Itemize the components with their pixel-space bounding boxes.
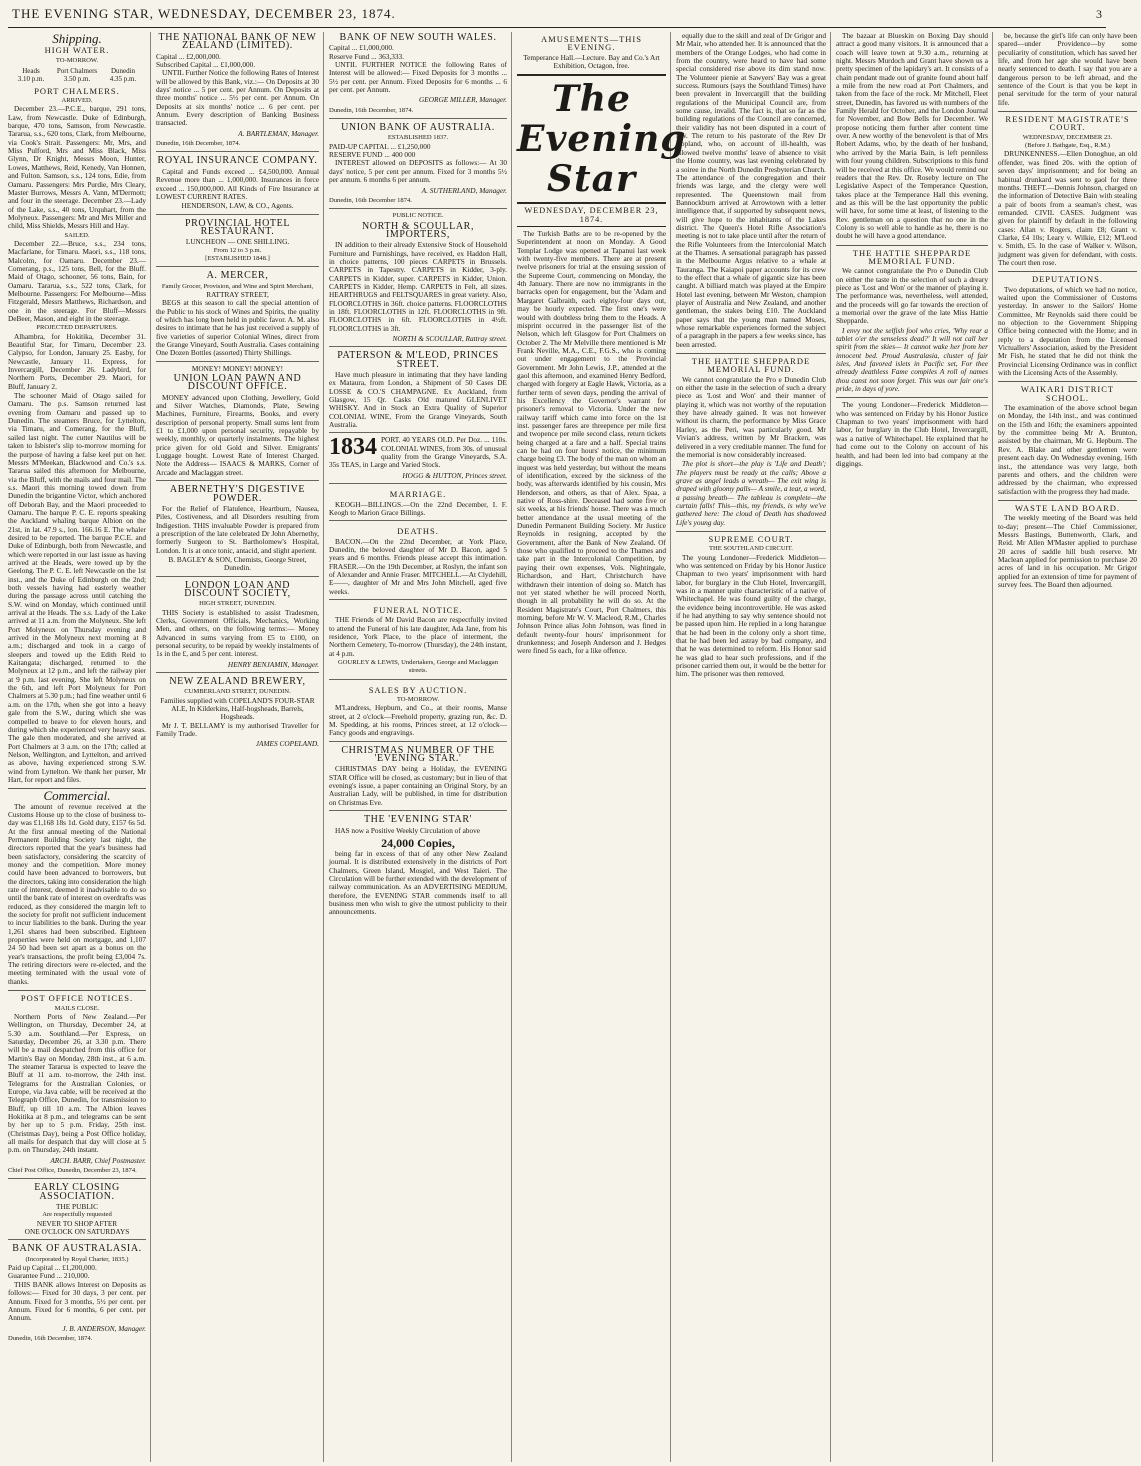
early-closing-line-1: THE PUBLIC — [56, 1202, 98, 1212]
christmas-number-heading: CHRISTMAS NUMBER OF THE 'EVENING STAR.' — [341, 744, 495, 765]
union-bank-heading: UNION BANK OF AUSTRALIA. — [341, 122, 495, 134]
nz-brewery-heading: NEW ZEALAND BREWERY, — [169, 676, 306, 688]
deaths-text: BACON.—On the 22nd December, at York Place, Dunedin, the beloved daughter of Mr D. Bacon, aged 5 years and 6 months. Friends please accept this intimation. FRASER.—On the 19th December, at Roslyn, the infant son of Alexander and Annie Fraser. MITCHELL.—At Clydehill, E——, daughter of Mr and Mrs John Mitchell, aged five weeks. — [329, 536, 507, 596]
funeral-signature: GOURLEY & LEWIS, Undertakers, George and Maclaggan streets. — [337, 659, 499, 675]
post-office-text: Northern Ports of New Zealand.—Per Wellington, on Thursday, December 24, at 5.30 a.m. Southland.—Per Express, on Saturday, December 26, at 3.30 p.m. There will be a mail despatched from this office for Martin's Bay on Monday, 28th inst., at 6 a.m. The steamer Tararua is expected to leave the Bluff at 11 a.m. to-morrow, the 24th inst. Telegrams for the Australian Colonies, or Europe, via Java cable, will be received at the Telegraph Office, Dunedin, for transmission to Bluff, up till 10 a.m. The Albion leaves Hokitika at 8 p.m., and telegrams can be sent by her up to 5 p.m. Friday, 25th inst. (Christmas Day), being a Post Office holiday, all mails for despatch that day will close at 5 p.m. on Thursday, 24th instant. — [8, 1011, 146, 1155]
amusements-text: Temperance Hall.—Lecture. Bay and Co.'s Art Exhibition, Octagon, free. — [523, 52, 660, 71]
hattie-shepparde-text-2: We cannot congratulate the Pro e Dunedin Club on either the taste in the selection of such a dreary piece as 'Lost and Won' or the manner of playing it. The performance was, nevertheless, well attended, and the proceeds will go far towards the erection of a memorial over the grave of the late Miss Hattie Shepparde. — [836, 266, 988, 326]
auction-heading: SALES BY AUCTION. — [368, 684, 468, 695]
nsw-bank-signature: GEORGE MILLER, Manager. — [419, 95, 507, 105]
marriage-text: KEOGH—BILLINGS.—On the 22nd December, I. F. Keogh to Marion Grace Billings. — [329, 499, 507, 517]
funeral-notice — [329, 599, 507, 676]
supreme-court-sub: THE SOUTHLAND CIRCUIT. — [709, 545, 793, 553]
north-scoullar-ad — [329, 208, 507, 343]
nz-brewery-note: Mr J. T. BELLAMY is my authorised Traveller for Family Trade. — [156, 720, 319, 739]
royal-insurance-signature: HENDERSON, LAW, & CO., Agents. — [181, 201, 294, 211]
mercer-text: BEGS at this season to call the special attention of the Public to his stock of Wines and Spirits, the quality of which has long been held in public favor. A. M. also desires to intimate that he has just received a supply of five varieties of superior Colonial Wines, direct from the Grange Vineyard, South Australia. Cases containing One Dozen Bottles (assorted) Thirty Shillings. — [156, 298, 319, 358]
running-head — [8, 6, 1106, 28]
national-bank-date: Dunedin, 16th December, 1874. — [156, 140, 241, 148]
arrived-label: ARRIVED. — [61, 97, 93, 105]
waikari-school-text: The examination of the above school began on Monday, the 14th inst., and was continued on the 15th and 16th; the examiners appointed by the committee being Mr A. Brunton, assisted by the chairman, Mr G. Hepburn. The Rev. A. Blake and other gentlemen were present each day. On Wednesday evening, 16th inst., the attendance was very large, both parents and others, and the children were addressed by the chairman, who expressed satisfaction with the progress they had made. — [998, 403, 1137, 496]
column-3 — [329, 32, 512, 1462]
editorial-dateline: WEDNESDAY, DECEMBER 23, 1874. — [517, 207, 666, 227]
column-1 — [8, 32, 151, 1462]
high-water-table — [8, 67, 146, 84]
divider — [998, 271, 1137, 272]
hw-col-port: Port Chalmers — [56, 67, 98, 76]
provincial-hotel-ad — [156, 214, 319, 264]
provincial-hotel-hours: From 12 to 3 p.m. — [213, 246, 262, 254]
bank-australasia-signature: J. B. ANDERSON, Manager. — [62, 1323, 146, 1333]
union-loan-ad — [156, 361, 319, 477]
high-water-heading: HIGH WATER. — [44, 45, 110, 56]
hogg-hutton-signature: HOGG & HUTTON, Princes street. — [402, 470, 507, 480]
abernethy-text: For the Relief of Flatulence, Heartburn, Nausea, Piles, Costiveness, and all Disorders resulting from Indigestion. THIS invaluable Powder is prepared from a prescription of the late celebrated Dr John Abernethy, formerly Surgeon to St. Bartholomew's Hospital, London. It is at once tonic, antacid, and slight aperient. — [156, 503, 319, 555]
column-2 — [156, 32, 324, 1462]
marriage-heading: MARRIAGE. — [389, 489, 447, 500]
paterson-mleod-heading: PATERSON & M'LEOD, PRINCES STREET. — [337, 350, 499, 370]
bank-australasia-date: Dunedin, 16th December, 1874. — [8, 1334, 93, 1342]
high-water-sub: TO-MORROW. — [55, 56, 99, 64]
bank-australasia-heading: BANK OF AUSTRALASIA. — [12, 1243, 142, 1255]
london-loan-signature: HENRY BENJAMIN, Manager. — [227, 659, 319, 669]
evening-star-circulation-text-2: being far in excess of that of any other New Zealand journal. It is distributed extensively in the districts of Port Chalmers, Green Island, Mosgiel, and West Taieri. The Circulation will be further extended with the development of railway communication. As an ADVERTISING MEDIUM, therefore, the EVENING STAR commends itself to all business men who wish to give the utmost publicity to their announcements. — [329, 848, 507, 917]
national-bank-text: UNTIL Further Notice the following Rates of Interest will be allowed by this Bank, viz.:— On Deposits at 30 days' notice ... 5 per cent. per Annum. On Deposits at three months' notice ... 5½ per cent. per Annum. On Deposits at six months' notice ... 6 per cent. per Annum. Every description of Banking Business transacted. — [156, 68, 319, 128]
magistrates-court-date: WEDNESDAY, DECEMBER 23. — [1022, 133, 1113, 141]
bank-guarantee-row: Guarantee Fund ... 210,000. — [8, 1271, 90, 1281]
editorial-body: The Turkish Baths are to be re-opened by the Superintendent at noon on Monday. A Good Templar Lodge was opened at Tapanui last week with twenty-five members. There are at present twelve prisoners for trial at the ensuing session of the Supreme Court, commencing on Monday, the 4th January. There are now no immigrants in the barracks open for engagement, but the 'Adam and Margaret Galbraith, each eighty-four days out, may be hourly expected. The first one's were would with doubtless bring them to the Heads. A misprint occurred in the passenger list of the Nelson, which left Glasgow for Port Chalmers on October 2. The Mr Melville there mentioned is Mr Frank Neville, M.A., C.E., F.G.S., who is coming out under engagement to the Provincial Government. Mr John Lewis, J.P., attended at the gaol this afternoon, and examined Henry Bedford, charged with forgery at Eagle Hawk, Victoria, as a further term of seven days, pending the arrival of his Excellency the Governor's warrant for prisoner's removal to Victoria. Under the new railway tariff which came into force on the 1st inst. passenger fares are threepence per mile first and twopence per mile second class, return tickets being charged at a fare and a half. Special trains can be had on four hours' notice, the minimum charge being £3. The body of the man on whom an inquest was held yesterday, but without the means of identification, exceed by the sickness of the body, was afterwards identified by his cousin, Mrs Henderson, and others, as that of Alex. Spaa, a native of Ross-shire. Deceased had some five or six weeks, at his friends' house. There was a much better attendance at the usual meeting of the Dunedin Permanent Building Society. Mr Justice Reynolds in resigning, accepted by the Government, after the Bank of New Zealand. Of those who qualified to proceed to the Thames and take part in the Intercolonial Competition, by paying their own expenses, Vols. Nightingale, Richardson, and Hart, Christchurch have withdrawn their intention of doing so. Match has not yet stated whether he will proceed North, though in all probability he will do so. At the Resident Magistrate's Court, Port Chalmers, this morning, before Mr W. V. Macleod, R.M., Charles Johnson Prince alias John Johnson, was fined in default twenty-four hours' imprisonment for drunkenness; and Joseph Anderson and J. Hedges were fined 5s each, for a like offence. — [517, 229, 666, 656]
nsw-bank-reserve: Reserve Fund ... 363,333. — [329, 51, 404, 61]
union-bank-date: Dunedin, 16th December 1874. — [329, 196, 412, 204]
divider — [676, 353, 826, 354]
divider — [836, 245, 988, 246]
early-closing-heading: EARLY CLOSING ASSOCIATION. — [34, 1182, 120, 1202]
court-continued-body: be, because the girl's life can only have been spared—under Providence—by some peculiarity of constitution, which has saved her life, and from her age she would have been nearly sentenced to death. I say that you are a dangerous person to be left abroad, and the sentence of the Court is that you be kept in penal servitude for the term of your natural life. — [998, 31, 1137, 107]
editorial-masthead — [517, 74, 687, 204]
funeral-heading: FUNERAL NOTICE. — [373, 604, 463, 615]
early-closing-line-4: ONE O'CLOCK ON SATURDAYS — [24, 1227, 130, 1237]
nsw-bank-capital: Capital ... £1,000,000. — [329, 43, 394, 53]
hw-time-heads: 3.10 p.m. — [17, 75, 45, 84]
divider — [676, 531, 826, 532]
commercial-heading: Commercial. — [43, 788, 111, 804]
union-bank-capital: PAID-UP CAPITAL ... £1,250,000 — [329, 141, 431, 151]
mercer-ad — [156, 266, 319, 357]
column-4 — [517, 32, 687, 1462]
early-closing-line-3: NEVER TO SHOP AFTER — [36, 1218, 118, 1228]
memorial-poem: The plot is short—the play is 'Life and Death'; The players must be ready at the calls; Above a grave as angel leads a wreath— The exit wing is draped with gloomy palls— A smile, a tear, a word, a passing breath— The tableau is complete—the curtain falls! This—this, my friends, is why we've gathered here: The cloud of Death has shadowed Life's young day. — [676, 459, 826, 527]
north-scoullar-heading: NORTH & SCOULLAR, IMPORTERS, — [361, 220, 475, 240]
columns — [8, 31, 1137, 1462]
divider — [998, 111, 1137, 112]
column-5 — [676, 32, 831, 1462]
hattie-shepparde-heading-2: THE HATTIE SHEPPARDE MEMORIAL FUND. — [852, 247, 972, 266]
deaths-notice — [329, 520, 507, 596]
post-office-date: Chief Post Office, Dunedin, December 23, 1874. — [8, 1167, 137, 1175]
mercer-sub: Family Grocer, Provision, and Wine and Spirit Merchant, — [161, 282, 314, 290]
paterson-mleod-ad — [329, 346, 507, 429]
memorial-poem-2: I envy not the selfish fool who cries, 'Why rear a tablet o'er the senseless dead?' It will not call her spirit from the skies— It cannot wake her from her innocent bed. Proud Australasia, cluster of fair isles, And favored islets in Pacific set, For thee already deathless Fame compiles A roll of names thou canst not soon forget. This was our fair one's pride, in days of yore. — [836, 325, 988, 394]
hattie-shepparde-heading: THE HATTIE SHEPPARDE MEMORIAL FUND. — [691, 356, 811, 375]
divider — [836, 397, 988, 398]
provincial-hotel-heading: PROVINCIAL HOTEL RESTAURANT. — [184, 217, 291, 237]
post-office-heading: POST OFFICE NOTICES. — [20, 993, 134, 1004]
abernethy-signature: B. BAGLEY & SON, Chemists, George Street, Dunedin. — [168, 554, 307, 573]
projected-label: PROJECTED DEPARTURES. — [36, 324, 118, 332]
london-loan-text: THIS Society is established to assist Tradesmen, Clerks, Government Officials, Mechanics, Working Men, and others, on the following terms:— Money Advanced in sums varying from £5 to £100, on personal security, to be repaid by weekly instalments of 1s in the £, and 5 per cent. interest. — [156, 607, 319, 659]
national-bank-signature: A. BARTLEMAN, Manager. — [238, 128, 319, 138]
north-scoullar-text: IN addition to their already Extensive Stock of Household Furniture and Furnishings, have received, ex Haddon Hall, in choice patterns, 100 pieces CARPETS in Brussels. CARPETS in Tapestry. CARPETS in Kidder, 3-ply. CARPETS in Kidder, super. CARPETS in Kidder, Union. CARPETS in Kidder, Hemp. CARPETS in Felt, all sizes. HEARTHRUGS and FELTSQUARES in great variety. Also, FLOORCLOTHS in 36ft. choice patterns. FLOORCLOTHS in 18ft. FLOORCLOTHS in 12ft. FLOORCLOTHS in 9ft. FLOORCLOTHS in 6ft. FLOORCLOTHS in 4½ft. FLOORCLOTHS in 3ft. — [329, 240, 507, 333]
shipping-heading: Shipping. — [52, 31, 102, 46]
waste-land-board-text: The weekly meeting of the Board was held to-day; present—The Chief Commissioner, Messrs Bastings, Buttenworth, Clark, and Reid. Mr Allen M'Master applied to purchase 20 acres of saddle hill bush reserve. Mr Maclean applied for permission to purchase 20 acres of land in his occupation. Mr Grigor applied for an extension of time for payment of survey fees. The Board then adjourned. — [998, 513, 1137, 589]
royal-insurance-ad — [156, 151, 319, 210]
bank-capital-row: Paid up Capital ... £1,200,000. — [8, 1263, 97, 1273]
marriage-notice — [329, 483, 507, 517]
auction-text: M'Landress, Hepburn, and Co., at their rooms, Manse street, at 2 o'clock—Freehold property, grazing run, &c. D. M. Spedding, at his rooms, Princes street, at 12 o'clock—Fancy goods and engravings. — [329, 703, 507, 738]
magistrates-court-before: (Before J. Bathgate, Esq., R.M.) — [1025, 142, 1110, 150]
abernethy-ad — [156, 480, 319, 572]
mercer-heading: A. MERCER, — [206, 270, 269, 282]
supreme-court-heading: SUPREME COURT. — [708, 533, 794, 544]
supreme-court-text-2: The young Londoner—Frederick Middleton—who was sentenced on Friday by his Honor Justice Chapman to two years' imprisonment with hard labor, for burglary in the Club Hotel, Invercargill, was a native of Whitechapel. He explained that he had come out to the Colony on account of his health, and had been led into bad company at the diggings. — [836, 400, 988, 468]
nz-brewery-sub: CUMBERLAND STREET, DUNEDIN. — [184, 688, 291, 696]
union-loan-text: MONEY advanced upon Clothing, Jewellery, Gold and Silver Watches, Diamonds, Plate, Sewing Machines, Furniture, Firearms, Books, and every description of personal property. Small sums lent from £1 to £1,000 upon personal security, repayable by weekly, monthly, or quarterly instalments. The highest price given for old Gold and Silver. Emigrants' Luggage bought. Lowest Rate of Interest Charged. Note the Address— ISAACS & MARKS, Corner of Arcade and Maclaggan street. — [156, 392, 319, 477]
shipping-news: The schooner Maid of Otago sailed for Oamaru. The p.s. Samson returned last evening from Oamaru and passed up to Dunedin. The steamers Bruce, for Lyttelton, via Timaru, and Comerang, for the Bluff, sailed last night. The cutter Nautilus will be taken to Isbister's slip to-morrow morning for the purpose of having a false keel put on her. Messrs M'Meekan, Blackwood and Co.'s s.s. Tararua sailed this afternoon for Melbourne, via the Bluff, with the mails and four mail. The s.s. Maori this morning towed down from Dunedin the brigantine Victor, which anchored off Deborah Bay, and the Maori proceeded to Oamaru. The barque P. C. E. reports speaking the Auckland whaling barque Albion on the 21st, in lat. 47.9 s., lon. 166.16 E. The whaler desired to be reported. The barque P.C.E. and Duke of Edinburgh, both from Newcastle, and which were reported in our last issue as having arrived at the Heads, were towed up by the Geelong. The P. C. E. left Newcastle on the 1st inst., and the Duke of Edinburgh on the 2nd; both vessels having had easterly weather during the passage across until catching the S.W. wind on Monday, which continued until arrival at the Heads. The s.s. Lady of the Lake arrived at 11 a.m. from the Molyneux. She left Port Molyneux on Thursday evening and arrived in the Molyneux next morning at 8 a.m.; discharged and took in a cargo of sleepers and towed up the Edith Reid to Kaitangata; discharged, returned to the Molyneux at 12 p.m., and left the railway pier at 9 p.m. last evening. She left Molyneux on the 6th, and left Port Molyneux for Port Chalmers at 5.30 p.m.; had fine weather until 6 a.m. on the 17th, when she got into a heavy gale from the S.W., during which she was compelled to heave to for eleven hours, and during which she experienced very heavy seas. The gale then moderated, and she arrived at Port Chalmers at 3 a.m. on the 17th; called at Nelson, Wellington, and Lyttelton, and arrived as above, having experienced strong S.W. wind from Lyttelton. We thank her purser, Mr Hart, for report and files. — [8, 391, 146, 784]
evening-star-circulation-ad — [329, 810, 507, 916]
bank-australasia-ad — [8, 1239, 146, 1343]
national-bank-capital: Capital ... £2,000,000. — [156, 51, 221, 61]
sailed-label: SAILED. — [64, 231, 90, 239]
waikari-school-heading: WAIKARI DISTRICT SCHOOL. — [1020, 384, 1115, 403]
london-loan-heading: LONDON LOAN AND DISCOUNT SOCIETY, — [184, 579, 291, 599]
money-heading: MONEY! MONEY! MONEY! — [191, 363, 284, 373]
national-bank-subscribed: Subscribed Capital ... £1,000,000. — [156, 60, 256, 70]
column-7 — [998, 32, 1141, 1462]
nz-brewery-ad — [156, 672, 319, 749]
auction-notice — [329, 679, 507, 738]
divider — [8, 990, 146, 991]
bank-australasia-text: THIS BANK allows Interest on Deposits as follows:— Fixed for 30 days, 3 per cent. per Annum. Fixed for 3 months, 5½ per cent. per Annum. Fixed for 6 months, 6 per cent. per Annum. — [8, 1279, 146, 1323]
hogg-hutton-text: PORT. 40 YEARS OLD. Per Doz. ... 110s. COLONIAL WINES, from 30s. of unusual quality from the Grange Vineyards, S.A. 35s TEAS, in Large and Varied Stock. — [329, 435, 507, 470]
news-body: equally due to the skill and zeal of Dr Grigor and Mr Mair, who attended her. It is announced that the members of the Orange Lodges, who had come in from the country, were heard to have had some special considered rise above its dim stand now. The Volunteer pienie at Sawyers' Bay was a great success. Rumours (says the Southland Times) have been prevalent in Invercargill that the building regulations of the Municipal Council are, from some cause, invalid. The fact is, that so far as the building regulations of the Council are concerned, their validity has not been disputed in a court of law. The return to his pastorate of the Rev Dr Copland, who, on account of ill-health, was allowed twelve months' leave of absence to visit the Home country, was last evening celebrated by a soiree in the North Dunedin Presbyterian Church. The attendance of the congregation and their friends was large, and the clergy were well represented. The Queenstown mail from Bannockburn arrived at Arrowtown with a letter intelligence that, if supported by subsequent news, will give hope to the inhabitants of the Lakes district. The Queen's Hotel Rifle Association's meeting is not to take place until after the return of the Rifle Volunteers from the Intercolonial Match at the Thames. A sensational paragraph has passed in the Melbourne Argus relative to a whale at Tauranga. The Kaiapoi paper accounts for its crew to the effect that a whale of gigantic size has been caught. A billiard match was played at the Empire Hotel last evening, between Mr Weston, champion player of Australia and New Zealand, and another gentleman, the stakes being £10. The Auckland paper says that the young man named Moses, whose remarkable experiences formed the subject of a paragraph in the papers a few weeks since, has been arrested. — [676, 31, 826, 349]
arrivals-text: December 23.—P.C.E., barque, 291 tons, Law, from Newcastle. Duke of Edinburgh, barque, 470 tons, Samson, from Newcastle. Tararua, s.s., 620 tons, Clark, from Melbourne, via Cook's Strait. Passengers: Mr, Mrs, and Miss Pulford, Mrs and Miss Black, Miss Glynn, Dr Knight, Messrs Moon, Hunter, Lowes, Matthews, Reid, Kenedy, Van Honnen, and Fulton. Samson, s.s., 124 tons, Edie, from Oamaru. Passengers: Mrs Purdie, Mrs Cleary, Master Burrows, Messrs A. Vann, M'Dermott; and four in the steerage. December 23.—Lady of the Lake, s.s., 40 tons, Urquhart, from the Molyneux. Passengers: Mr and Mrs Miller and child, Miss Shields, Messrs Hill and Hay. — [8, 104, 146, 231]
union-bank-reserve: RESERVE FUND ... 400 000 — [329, 150, 416, 160]
port-year: 1834 — [329, 434, 377, 461]
hattie-shepparde-text: We cannot congratulate the Pro e Dunedin Club on either the taste in the selection of such a dreary piece as 'Lost and Won' and their manner of playing it, which was not worthy of the reputation they have already gained. It was not however without its charm, the performance by Miss Grace Harley, as the Peri, was particularly good. Mr Vivian's address, written by Mr Bracken, was delivered in a very creditable manner. The fund for the memorial is now considerably increased. — [676, 374, 826, 459]
sailings-text: December 22.—Bruce, s.s., 234 tons, Macfarlane, for Timaru. Maori, s.s., 118 tons, Malcolm, for Oamaru. December 23.—Comerang, p.s., 125 tons, Bell, for the Bluff. Maid of Otago, schooner, 56 tons, Bain, for Oamaru. Tararua, s.s., 522 tons, Clark, for Melbourne. Passengers: For Melbourne—Miss Fitzgerald, Messrs Matthews, Richardson, and one in the steerage. For Bluff—Messrs DeBeer, Mason, and eight in the steerage. — [8, 238, 146, 323]
hw-time-port: 3.50 p.m. — [63, 75, 91, 84]
deputations-text: Two deputations, of which we had no notice, waited upon the Commissioner of Customs yesterday. In answer to the Sailors' Home Committee, Mr Reynolds said there could be no objection to the Government Shipping Office being connected with the Home; and in reply to a deputation from the Licensed Victuallers' Association, asked by the President Mr Fish, he stated that he did not think the Provincial Licensing Ordinance was in conflict with the Licensing Acts of the Assembly. — [998, 284, 1137, 378]
public-notice-heading: PUBLIC NOTICE. — [392, 212, 444, 220]
mails-close-label: MAILS CLOSE. — [54, 1004, 100, 1012]
national-bank-heading: THE NATIONAL BANK OF NEW ZEALAND (LIMITED). — [158, 32, 317, 52]
running-title: THE EVENING STAR, WEDNESDAY, DECEMBER 23, 1874. — [12, 6, 396, 21]
royal-insurance-text: Capital and Funds exceed ... £4,500,000. Annual Revenue more than ... 1,000,000. Insurances in force exceed ... 150,000,000. All Kinds of Fire Insurance at LOWEST CURRENT RATES. — [156, 166, 319, 201]
column-6 — [836, 32, 993, 1462]
nsw-bank-text: UNTIL FURTHER NOTICE the following Rates of Interest will be allowed:— Fixed Deposits for 3 months ... 5½ per cent. per Annum. Fixed Deposits for 6 months ... 6 per cent. per Annum. — [329, 60, 507, 95]
local-news-body: The bazaar at Blueskin on Boxing Day should attract a good many visitors. It is announced that a coach will leave town at 9.30 a.m., returning at night. Messrs Murdoch and Grant have shown us a pretty specimen of the lapidary's art. It consists of a chain pendant made out of granite found about half a mile from the new road at Port Chalmers, and taken from the face of the rock. Mr Mitchell, Fleet street, Dunedin, has favored us with numbers of the Family Herald for October, and the London Journal for November, and Bow Bells for December. We propose noticing them further after content time over. A new worthy of the benevolent is that of Mrs Robert Adams, who, by the death of her husband, who arrived by the Maria Bain, is left penniless with four young children. Subscriptions to this fund will be received at this office. We would remind our readers that the Rev. Dr. Roseby lecture on The Legislative Aspect of the Temperance Question, takes place at the Temperance Hall this evening, and as this will be the last opportunity the public will have, for some time at least, of listening to the Rev. gentleman on a question that no one in the Colony is so well able to handle as he, there is no doubt he will have a good attendance. — [836, 31, 988, 241]
magistrates-court-text: DRUNKENNESS.—Ellen Donoghue, an old offender, was fined 20s. with the option of seven days' imprisonment; and for being an habitual drunkard was sent to gaol for three months. THEFT.—Dennis Johnson, charged on the information of Detective Bain with stealing a pair of boots from a seaman's chest, was remanded. CIVIL CASES. Judgment was given for plaintiff by default in the following cases: Allan v. Rogers, claim £8; Grant v. Clarke, £4 10s; Leary v. Wilkie, £12; M'Leod v. Smith, £5. In the case of Walker v. Wilson, judgment was given for defendant, with costs. The court then rose. — [998, 149, 1137, 267]
mercer-street: RATTRAY STREET, — [206, 289, 269, 299]
provincial-hotel-established: [ESTABLISHED 1848.] — [205, 254, 270, 262]
page-number: 3 — [1096, 7, 1102, 21]
nsw-bank-date: Dunedin, 16th December, 1874. — [329, 106, 414, 114]
hw-col-heads: Heads — [22, 67, 40, 76]
union-bank-established: ESTABLISHED 1837. — [387, 134, 449, 142]
union-loan-heading: UNION LOAN PAWN AND DISCOUNT OFFICE. — [173, 373, 302, 393]
union-bank-text: INTEREST allowed on DEPOSITS as follows:— At 30 days' notice, 5 per cent per annum. Fixed for 3 months 5½ per annum. 6 months 6 per annum. — [329, 158, 507, 185]
commercial-text: The amount of revenue received at the Customs House up to the close of business to-day was £1,168 18s 1d. Gold duty, £157 6s 5d. At the first annual meeting of the National Permanent Building Society last night, the directors reported that the year's business had been satisfactory, considering the scarcity of money and the competition. More money could have been advanced to borrowers, but the directors, taking into consideration the high rate of interest, deemed it inadvisable to do so until the bank rate of interest on overdrafts was reduced, as they considered the margin left to the society for profit not sufficient inducement to incur liabilities to the bank. During the year 1,261 shares had been subscribed. Eighteen properties were held on mortgage, and 1,107 24 50 had been set apart as a bonus on the year's transactions, the profit being £3,004 7s. The retiring directors were re-elected, and the meeting terminated with the usual vote of thanks. — [8, 801, 146, 986]
north-scoullar-signature: NORTH & SCOULLAR, Rattray street. — [392, 334, 507, 343]
post-office-signature: ARCH. BARR, Chief Postmaster. — [50, 1155, 146, 1165]
amusements-heading: AMUSEMENTS—THIS EVENING. — [541, 34, 642, 53]
hw-col-dunedin: Dunedin — [110, 67, 136, 76]
port-chalmers-heading: PORT CHALMERS. — [34, 85, 120, 96]
london-loan-sub: HIGH STREET, DUNEDIN. — [199, 600, 276, 608]
funeral-text: THE Friends of Mr David Bacon are respectfully invited to attend the Funeral of his late daughter, Ada Jane, from his residence, York Place, to the place of interment, the Northern Cemetery, To-morrow (Thursday), the 24th instant, at 4 p.m. — [329, 615, 507, 658]
circulation-figure: 24,000 Copies, — [381, 835, 455, 850]
paterson-mleod-text: Have much pleasure in intimating that they have landing ex Mataura, from London, a Shipment of 50 Cases DE LOSSE & CO.'S CHAMPAGNE. Ex Auckland, from Glasgow, 15 Qr. Casks Old matured GLENLIVET WHISKY. And in Stock an Extra Quality of Superior COLONIAL WINE, From the Grange Vineyards, South Australia. — [329, 370, 507, 430]
london-loan-ad — [156, 576, 319, 669]
nsw-bank-heading: BANK OF NEW SOUTH WALES. — [339, 32, 497, 43]
provincial-hotel-luncheon: LUNCHEON — ONE SHILLING. — [185, 237, 290, 247]
christmas-number-text: CHRISTMAS DAY being a Holiday, the EVENING STAR Office will be closed, as customary; but in lieu of that evening's issue, a paper containing an Original Story, by an Australian Lady, will be published, in time for distribution on Christmas Eve. — [329, 764, 507, 807]
nz-brewery-signature: JAMES COPELAND. — [255, 739, 319, 749]
nz-brewery-text: Families supplied with COPELAND'S FOUR-STAR ALE, In Kilderkins, Half-hogsheads, Barrels, Hogsheads. — [160, 695, 315, 722]
bank-australasia-sub: (Incorporated by Royal Charter, 1835.) — [25, 1255, 129, 1263]
divider — [998, 500, 1137, 501]
early-closing-ad — [8, 1178, 146, 1236]
newspaper-title: The Evening Star — [517, 78, 687, 201]
magistrates-court-heading: RESIDENT MAGISTRATE'S COURT. — [1005, 114, 1130, 133]
hw-time-dunedin: 4.35 p.m. — [109, 75, 137, 84]
union-bank-signature: A. SUTHERLAND, Manager. — [421, 185, 507, 195]
union-bank-ad — [329, 118, 507, 205]
evening-star-circulation-heading: THE 'EVENING STAR' — [363, 814, 473, 826]
auction-sub: TO-MORROW. — [396, 696, 440, 704]
waste-land-board-heading: WASTE LAND BOARD. — [1014, 502, 1121, 513]
deputations-heading: DEPUTATIONS. — [1031, 274, 1104, 285]
royal-insurance-heading: ROYAL INSURANCE COMPANY. — [157, 155, 318, 167]
evening-star-circulation-text: HAS now a Positive Weekly Circulation of above — [335, 825, 480, 835]
departures-text: Alhambra, for Hokitika, December 31. Beautiful Star, for Timaru, December 23. Calypso, for London, January 25. Easby, for Newcastle, January 11. Express, for Invercargill, December 26. Ladybird, for Northern Ports, December 29. Maori, for Bluff, January 2. — [8, 331, 146, 391]
abernethy-heading: ABERNETHY'S DIGESTIVE POWDER. — [169, 484, 306, 504]
hogg-hutton-ad — [329, 432, 507, 480]
christmas-number-ad — [329, 741, 507, 807]
deaths-heading: DEATHS. — [397, 526, 439, 537]
divider — [998, 381, 1137, 382]
early-closing-line-2: Are respectfully requested — [42, 1211, 112, 1219]
supreme-court-text: The young Londoner—Frederick Middleton—who was sentenced on Friday by his Honor Justice Chapman to two years' imprisonment with hard labor, for burglary in the Club Hotel, Invercargill, was in a manner quite characteristic of a native of Whitechapel. He was found guilty of the charge, the evidence being incontrovertible. He was asked if he had anything to say why sentence should not be passed upon him. He replied in a long harangue that he had been in the colony only a short time, that he had been led astray by bad company, and that he was determined to reform. His Honor said he was glad to hear such professions, and if the prisoner carried them out, it would be the better for him. The prisoner was then removed. — [676, 552, 826, 679]
